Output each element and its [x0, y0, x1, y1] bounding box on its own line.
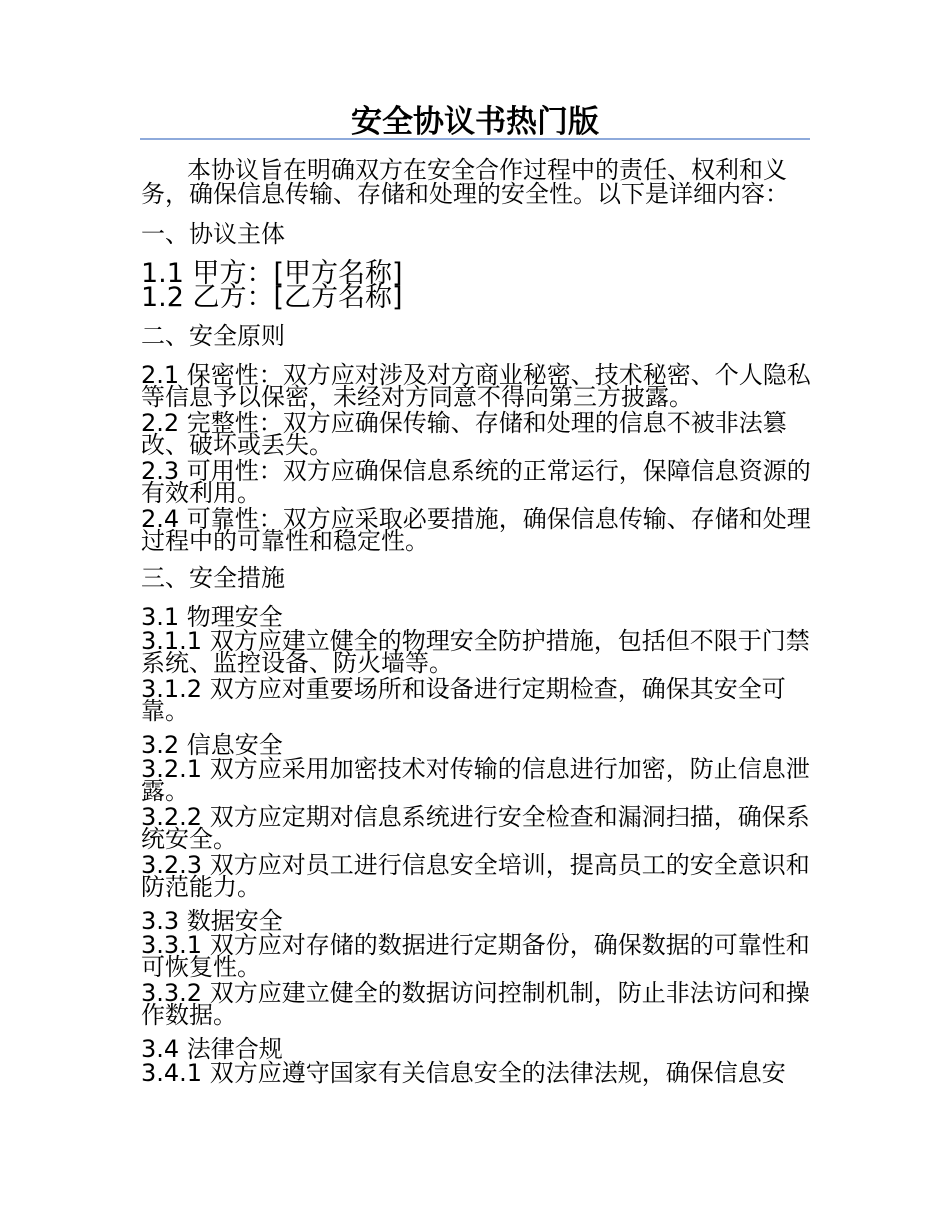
measure-group-physical: [141, 603, 811, 725]
measure-item: 3.2.2 双方应定期对信息系统进行安全检查和漏洞扫描，确保系统安全。: [141, 803, 810, 853]
section-heading-parties: 一、协议主体: [141, 220, 285, 248]
section-principles: [141, 361, 811, 555]
measure-item: 3.1.2 双方应对重要场所和设备进行定期检查，确保其安全可靠。: [141, 675, 786, 725]
measure-group-title: 3.2 信息安全: [141, 731, 283, 759]
measure-group-title: 3.4 法律合规: [141, 1035, 283, 1063]
title-underline: [140, 138, 810, 140]
document-body: [141, 158, 811, 1096]
measure-group-information: [141, 731, 811, 901]
measure-item: 3.3.2 双方应建立健全的数据访问控制机制，防止非法访问和操作数据。: [141, 979, 810, 1029]
principle-availability: 2.3 可用性：双方应确保信息系统的正常运行，保障信息资源的有效利用。: [141, 457, 811, 507]
measure-group-title: 3.3 数据安全: [141, 907, 283, 935]
measure-item: 3.3.1 双方应对存储的数据进行定期备份，确保数据的可靠性和可恢复性。: [141, 931, 810, 981]
principle-reliability: 2.4 可靠性：双方应采取必要措施，确保信息传输、存储和处理过程中的可靠性和稳定性。: [141, 505, 811, 555]
intro-paragraph: 本协议旨在明确双方在安全合作过程中的责任、权利和义务，确保信息传输、存储和处理的安全性。以下是详细内容：: [141, 156, 789, 208]
section-heading-principles: 二、安全原则: [141, 322, 285, 350]
document-title: 安全协议书热门版: [351, 104, 599, 140]
measure-item: 3.4.1 双方应遵守国家有关信息安全的法律法规，确保信息安: [141, 1059, 786, 1087]
section-heading-measures: 三、安全措施: [141, 564, 285, 592]
party-b: 1.2 乙方：[乙方名称]: [141, 282, 403, 313]
measure-item: 3.2.1 双方应采用加密技术对传输的信息进行加密，防止信息泄露。: [141, 755, 810, 805]
principle-integrity: 2.2 完整性：双方应确保传输、存储和处理的信息不被非法篡改、破坏或丢失。: [141, 409, 787, 459]
section-parties: [141, 258, 811, 313]
measure-group-title: 3.1 物理安全: [141, 603, 283, 631]
measure-item: 3.1.1 双方应建立健全的物理安全防护措施，包括但不限于门禁系统、监控设备、防火墙等。: [141, 627, 810, 677]
measure-group-data: [141, 907, 811, 1029]
principle-confidentiality: 2.1 保密性：双方应对涉及对方商业秘密、技术秘密、个人隐私等信息予以保密，未经对方同意不得向第三方披露。: [141, 361, 811, 411]
party-a: 1.1 甲方：[甲方名称]: [141, 258, 403, 289]
measure-item: 3.2.3 双方应对员工进行信息安全培训，提高员工的安全意识和防范能力。: [141, 851, 810, 901]
measure-group-legal: [141, 1035, 811, 1087]
